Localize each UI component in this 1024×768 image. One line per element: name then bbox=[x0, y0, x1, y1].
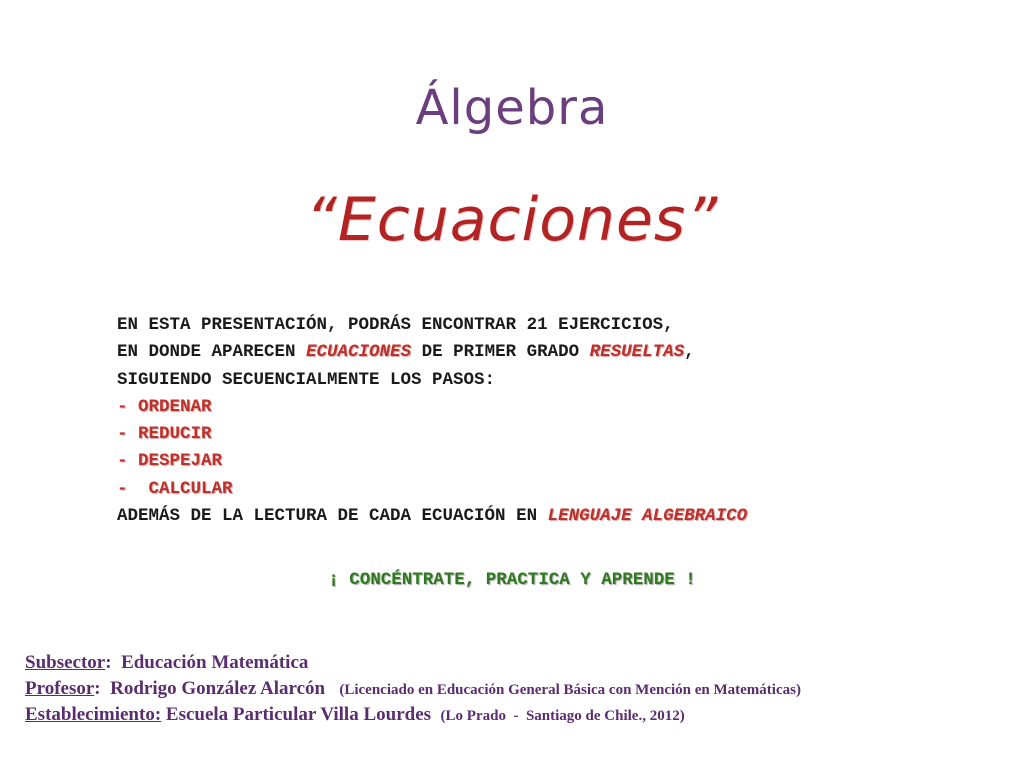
keyword-ecuaciones: ECUACIONES bbox=[306, 342, 412, 363]
step-reducir: - REDUCIR bbox=[117, 424, 212, 445]
establecimiento-value: Escuela Particular Villa Lourdes bbox=[165, 704, 432, 725]
slide-subtitle: “Ecuaciones” bbox=[305, 185, 719, 255]
establecimiento-note: (Lo Prado - Santiago de Chile., 2012) bbox=[440, 708, 685, 724]
subsector-label: Subsector bbox=[25, 652, 106, 673]
step-ordenar: - ORDENAR bbox=[117, 396, 212, 417]
subsector-sep: : bbox=[105, 652, 122, 673]
step-calcular: - CALCULAR bbox=[117, 478, 233, 499]
keyword-lenguaje-algebraico: LENGUAJE ALGEBRAICO bbox=[547, 506, 748, 527]
motto: ¡ CONCÉNTRATE, PRACTICA Y APRENDE ! bbox=[328, 570, 696, 590]
establecimiento-label: Establecimiento: bbox=[25, 704, 162, 725]
intro-line-2-e: , bbox=[684, 342, 695, 363]
profesor-sep: : bbox=[94, 678, 111, 699]
intro-line-2-c: DE PRIMER GRADO bbox=[411, 342, 590, 363]
intro-line-last-a: ADEMÁS DE LA LECTURA DE CADA ECUACIÓN EN bbox=[117, 506, 548, 527]
intro-text bbox=[117, 312, 747, 530]
intro-line-2 bbox=[117, 339, 747, 366]
intro-line-1: EN ESTA PRESENTACIÓN, PODRÁS ENCONTRAR 21 EJERCICIOS, bbox=[117, 315, 674, 335]
credit-establecimiento bbox=[25, 702, 801, 728]
credit-profesor bbox=[25, 676, 801, 702]
intro-line-2-a: EN DONDE APARECEN bbox=[117, 342, 307, 363]
credit-subsector bbox=[25, 650, 801, 676]
intro-line-3: SIGUIENDO SECUENCIALMENTE LOS PASOS: bbox=[117, 369, 496, 390]
step-despejar: - DESPEJAR bbox=[117, 451, 223, 472]
credits bbox=[25, 650, 801, 728]
slide-title: Álgebra bbox=[415, 80, 609, 136]
keyword-resueltas: RESUELTAS bbox=[589, 342, 685, 363]
profesor-label: Profesor bbox=[25, 678, 95, 699]
intro-line-last bbox=[117, 503, 747, 530]
subsector-value: Educación Matemática bbox=[121, 652, 309, 673]
profesor-value: Rodrigo González Alarcón bbox=[110, 678, 326, 699]
profesor-note: (Licenciado en Educación General Básica con Mención en Matemáticas) bbox=[339, 682, 801, 698]
